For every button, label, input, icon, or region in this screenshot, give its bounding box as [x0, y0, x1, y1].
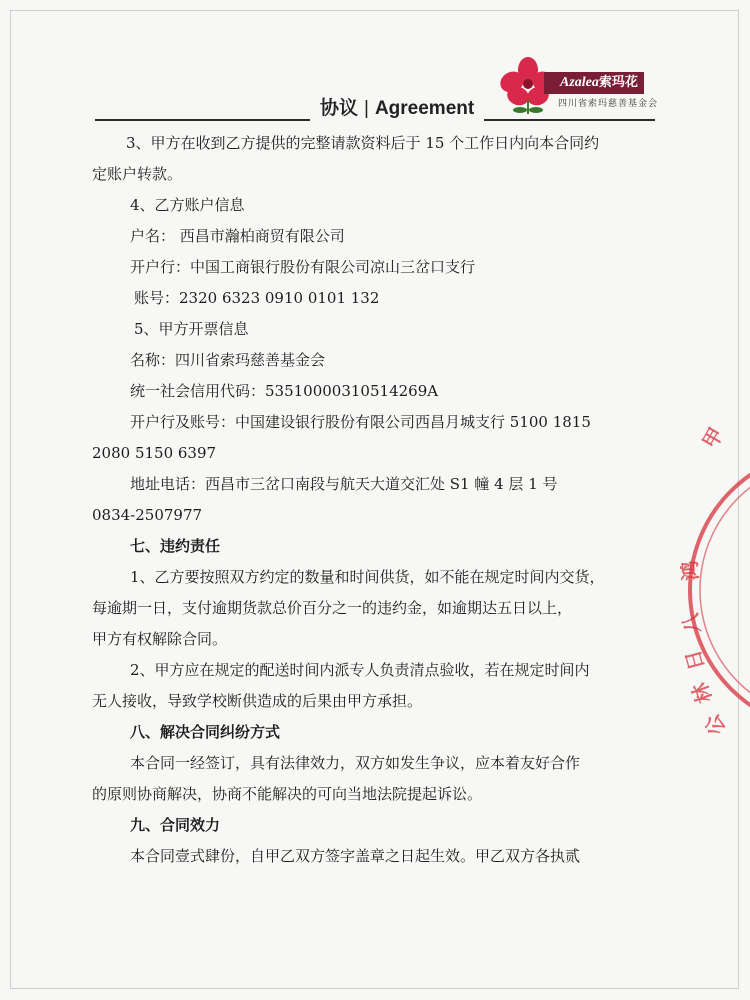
- text-line: 户名： 西昌市瀚柏商贸有限公司: [130, 227, 345, 245]
- text-line: 地址电话：西昌市三岔口南段与航天大道交汇处 S1 幢 4 层 1 号: [130, 475, 558, 493]
- logo-name-cn: 索玛花: [598, 75, 638, 90]
- section-heading: 八、解决合同纠纷方式: [130, 723, 281, 741]
- logo: [496, 56, 676, 116]
- red-seal-stamp: [677, 400, 750, 780]
- stamp-char: 八: [677, 611, 705, 636]
- header-title: [310, 96, 484, 122]
- contract-body: [92, 128, 672, 872]
- stamp-char: 鸿: [677, 559, 703, 582]
- logo-name-band: [544, 72, 644, 94]
- stamp-char: 日: [680, 647, 709, 673]
- text-line: 无人接收，导致学校断供造成的后果由甲方承担。: [92, 692, 423, 710]
- section-heading: 5、甲方开票信息: [134, 320, 249, 338]
- header-title-cn: 协议: [320, 98, 359, 119]
- text-line: 1、乙方要按照双方约定的数量和时间供货，如不能在规定时间内交货，: [130, 568, 605, 586]
- text-line: 本合同壹式肆份，自甲乙双方签字盖章之日起生效。甲乙双方各执贰: [130, 847, 581, 865]
- text-line: 3、甲方在收到乙方提供的完整请款资料后于 15 个工作日内向本合同约: [126, 134, 600, 152]
- text-line: 统一社会信用代码：53510000310514269A: [130, 382, 439, 400]
- text-line: 2080 5150 6397: [92, 444, 217, 462]
- text-line: 0834-2507977: [92, 506, 203, 524]
- text-line: 2、甲方应在规定的配送时间内派专人负责清点验收，若在规定时间内: [130, 661, 590, 679]
- stamp-char: 甲: [697, 423, 729, 453]
- header-separator: |: [364, 98, 369, 119]
- stamp-char: 林: [687, 679, 717, 707]
- text-line: 名称：四川省索玛慈善基金会: [130, 351, 326, 369]
- stamp-char: 公: [699, 710, 731, 740]
- section-heading: 七、违约责任: [130, 537, 221, 555]
- text-line: 账号：2320 6323 0910 0101 132: [134, 289, 380, 307]
- text-line: 定账户转款。: [92, 165, 183, 183]
- logo-name-latin: Azalea: [560, 75, 599, 90]
- text-line: 本合同一经签订，具有法律效力，双方如发生争议，应本着友好合作: [130, 754, 581, 772]
- header-title-en: Agreement: [374, 98, 475, 119]
- text-line: 开户行及账号：中国建设银行股份有限公司西昌月城支行 5100 1815: [130, 413, 591, 431]
- text-line: 甲方有权解除合同。: [92, 630, 228, 648]
- text-line: 每逾期一日，支付逾期货款总价百分之一的违约金，如逾期达五日以上，: [92, 599, 573, 617]
- text-line: 开户行：中国工商银行股份有限公司凉山三岔口支行: [130, 258, 476, 276]
- section-heading: 4、乙方账户信息: [130, 196, 245, 214]
- logo-org-name: 四川省索玛慈善基金会: [558, 99, 659, 109]
- section-heading: 九、合同效力: [130, 816, 221, 834]
- text-line: 的原则协商解决，协商不能解决的可向当地法院提起诉讼。: [92, 785, 483, 803]
